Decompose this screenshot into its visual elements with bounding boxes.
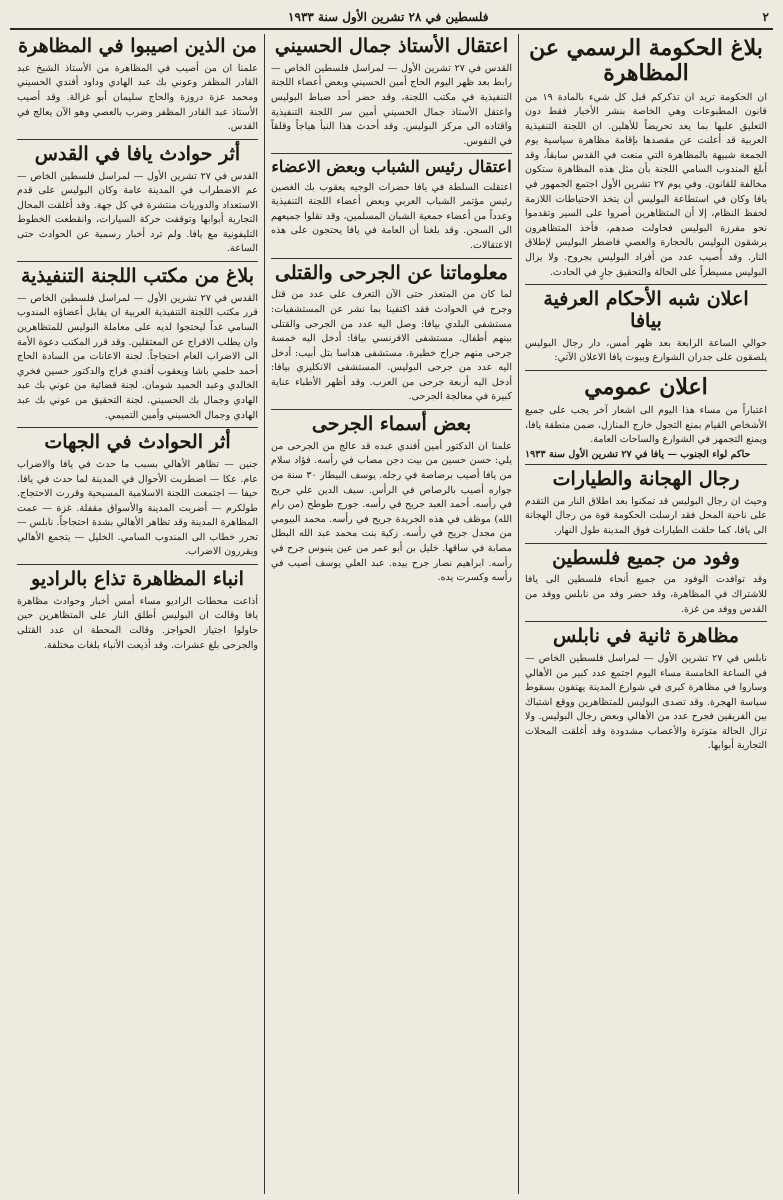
article-body: القدس في ٢٧ تشرين الأول — لمراسل فلسطين الخاص — رابط بعد ظهر اليوم الحاج أمين الحسيني وبعض أعضاء اللجنة التنفيذية في مكتب اللجنة، وقد حضر أحد ضباط البوليس واعتقل الأستاذ جمال الحسيني أمين سر اللجنة التنفيذية واقتاده الى مركز البوليس. وقد أحدث هذا النبأ هياجاً وقلقاً في النفوس. [271,62,512,147]
headline: معلوماتنا عن الجرحى والقتلى [275,261,508,284]
columns [10,34,773,1194]
article-body: نابلس في ٢٧ تشرين الأول — لمراسل فلسطين الخاص — في الساعة الخامسة مساء اليوم اجتمع عدد كبير من الأهالي وساروا في مظاهرة كبرى في شوارع المدينة يهتفون بسقوط سياسة الهجرة. وقد تصدى البوليس للمتظاهرين ووقع اشتباك بين الفريقين فجرح عدد من الأهالي وبعض رجال البوليس. ولا تزال الحالة متوترة والأعصاب مشدودة وقد أغلقت المحلات التجارية أبوابها. [525,652,767,752]
article-arrest-jamal [271,36,512,154]
article-martial-law [525,289,767,371]
article-delegations [525,548,767,623]
article-public-notice [525,375,767,465]
article-body: اعتباراً من مساء هذا اليوم الى اشعار آخر يجب على جميع الأشخاص القيام بمنع التجول خارج المنازل، ضمن منطقة يافا، ويمنع التجمهر في الشوارع والساحات العامة. [525,405,767,446]
article-wounded-names [271,414,512,590]
article-body: علمنا ان الدكتور أمين أفندي عبده قد عالج من الجرحى من يلي: حسن حسين من بيت دجن مصاب في رأسه. فؤاد سلام من يافا أصيب برصاصة في رجله. يوسف البيطار ٣٠ سنة من جواره أصيب بالرصاص في الرأس. سيف الدين علي جريح في رأسه. أحمد العبد جريح في رأسه. جورج طوطح (من رام الله) موظف في هذه الجريدة جريح في رأسه. محمد البيومي من مجدل جريح في رأسه. زكية بنت محمد عبد الله البطل مصابة في ساقها. خليل بن أبو عمر من عين ينبوس جرح في رأسه. ابراهيم نصار جرح بيده. عبد العلي يوسف أصيب في رأسه وكسرت يده. [271,440,512,584]
headline: رجال الهجانة والطيارات [552,467,740,490]
headline: اعلان عمومي [584,373,708,400]
headline: من الذين اصيبوا في المظاهرة [18,35,257,57]
headline: وفود من جميع فلسطين [552,546,740,569]
article-body: لما كان من المتعذر حتى الآن التعرف على عدد من قتل وجرح في الحوادث فقد اكتفينا بما نشر عن المستشفيات: مستشفى البلدي بيافا: وصل اليه عدد من الجرحى والقتلى بينهم أطفال. مستشفى الافرنسي بيافا: أدخل اليه خمسة جرحى منهم جراح خطيرة. مستشفى هداسا بتل أبيب: أدخل اليه عدد من جرحى البوليس. المستشفى الانكليزي بيافا: أدخل اليه أربعة جرحى من العرب. وقد أظهر الأطباء عناية كبيرة في معالجة الجرحى. [271,289,512,403]
headline: انباء المظاهرة تذاع بالراديو [31,567,244,590]
article-injured-leaders [17,36,258,140]
date-line: فلسطين في ٢٨ تشرين الأول سنة ١٩٣٣ [288,10,489,24]
column-middle [265,34,519,1194]
headline: بعض أسماء الجرحى [311,413,472,436]
article-nablus-demonstration [525,626,767,758]
column-left [11,34,265,1194]
article-body: اعتقلت السلطة في يافا حضرات الوجيه يعقوب بك الغصين رئيس مؤتمر الشباب العربي وبعض أعضاء اللجنة التنفيذية وعدداً من أعضاء جمعية الشبان المسلمين، وقد نقلوا جميعهم الى السجن. وقد بلغنا أن العامة في يافا يحتجون على هذه الاعتقالات. [271,181,512,252]
article-body: القدس في ٢٧ تشرين الأول — لمراسل فلسطين الخاص — قرر مكتب اللجنة التنفيذية العربية ان يقابل أعضاؤه المندوب السامي غداً ليحتجوا لديه على معاملة البوليس للمتظاهرين وان يطلب الافراج عن المعتقلين. وقد قرر المكتب دعوة الأمة الى الاضراب العام احتجاجاً. لجنة الاعانات من السادة الحاج أحمد حلمي باشا ويعقوب أفندي فراج والدكتور حسين فخري الخالدي وعبد الحميد شومان. لجنة قضائية من عوني بك عبد الهادي وجمال بك الحسيني. لجنة التحقيق من عوني بك عبد الهادي وجمال الحسيني وأمين التميمي. [17,292,258,421]
article-body: حوالي الساعة الرابعة بعد ظهر أمس، دار رجال البوليس يلصقون على جدران الشوارع وبيوت يافا الاعلان الآتي: [525,337,767,364]
headline: اعتقال الأستاذ جمال الحسيني [274,35,509,57]
article-casualties-info [271,263,512,410]
article-body: جنين — تظاهر الأهالي بسبب ما حدث في يافا والاضراب عام. عكا — اضطربت الأحوال في المدينة لما حدث في يافا. حيفا — اجتمعت اللجنة الاسلامية المسيحية وقررت الاحتجاج. طولكرم — أضربت المدينة والأسواق مقفلة. غزة — عمت المظاهرة المدينة وقد تظاهر الأهالي بشدة احتجاجاً. نابلس — تحرر خطاب الى المندوب السامي. الخليل — يتجمع الأهالي ويقررون الاضراب. [17,458,258,558]
article-camel-corps-planes [525,469,767,544]
article-radio [17,569,258,657]
masthead [10,6,773,30]
article-body: وحيث ان رجال البوليس قد تمكنوا بعد اطلاق النار من التقدم على ناحية المحل فقد ارسلت الحكومة قوة من رجال الهجانة الى يافا، كما حلقت الطيارات فوق المدينة طول النهار. [525,495,767,536]
article-body: علمنا ان من أصيب في المظاهرة من الأستاذ الشيخ عبد القادر المظفر وعوني بك عبد الهادي وداود أفندي الحسيني ومحمد عزة دروزة والحاج سليمان أبو غزالة. وقد أصيب الأستاذ عبد القادر المظفر وضرب بالعصي وهو الآن يعالج في القدس. [17,62,258,133]
article-government-statement [525,36,767,285]
column-right [519,34,773,1194]
article-body: ان الحكومة تريد ان تذكركم قبل كل شيء بالمادة ١٩ من قانون المطبوعات وهي الخاصة بنشر الأخبار فقط دون التعليق عليها بما يعد تحريضاً للأهلين. ان اللجنة التنفيذية العربية قد أعلنت عن مقصدها بإقامة مظاهرة سياسية يوم الجمعة شبيهة بالمظاهرة التي منعت في القدس سابقاً، وقد أبلغ المندوب السامي اللجنة بأن مثل هذه المظاهرة ستكون مخالفة للقانون. وفي يوم ٢٧ تشرين الأول اجتمع الجمهور في يافا وكان في استطاعة البوليس أن يتخذ الاحتياطات اللازمة لحفظ النظام، إلا أن المتظاهرين أصروا على السير وتقدموا نحو مفرزة البوليس فحاولت صدهم، فأخذ المتظاهرون يرشقون البوليس بالحجارة والعصي فاضطر البوليس لإطلاق النار. وقد أُصيب عدد من أفراد البوليس بجروح. ولا يزال البوليس مسيطراً على الحالة والتحقيق جارٍ في الحادث. [525,91,767,278]
headline: مظاهرة ثانية في نابلس [553,625,739,648]
headline: بلاغ من مكتب اللجنة التنفيذية [21,265,254,288]
notice-signature: حاكم لواء الجنوب — يافا في ٢٧ تشرين الأول سنة ١٩٣٣ [525,448,751,460]
headline: بلاغ الحكومة الرسمي عن المظاهرة [529,35,763,87]
article-arrest-youth-leader [271,158,512,258]
article-body: أذاعت محطات الراديو مساء أمس أخبار وحوادث مظاهرة يافا وقالت ان البوليس أطلق النار على المتظاهرين حين حاولوا اجتياز الحواجز. وقالت المحطة ان عدد القتلى والجرحى بلغ عشرات. وقد أذيعت الأنباء بلغات مختلفة. [17,595,258,651]
article-jerusalem-effect [17,144,258,262]
page-number: ٢ [762,10,769,24]
article-body: وقد توافدت الوفود من جميع أنحاء فلسطين الى يافا للاشتراك في المظاهرة، وقد حضر وفد من نابلس ووفد من القدس ووفد من غزة. [525,574,767,615]
headline: أثر الحوادث في الجهات [44,431,231,454]
headline: اعلان شبه الأحكام العرفية بيافا [543,288,749,332]
article-regions [17,432,258,565]
article-executive-committee [17,266,258,428]
article-body: القدس في ٢٧ تشرين الأول — لمراسل فلسطين الخاص — عم الاضطراب في المدينة عامة وكان البوليس على قدم الاستعداد والدوريات منتشرة في كل جهة. وقد أغلقت المحال التجارية أبوابها وتوقفت حركة السيارات، وانقطعت الخطوط التليفونية مع يافا. ولم ترد أخبار رسمية عن الحوادث حتى الساعة. [17,170,258,255]
headline: اعتقال رئيس الشباب وبعض الاعضاء [271,157,512,177]
headline: أثر حوادث يافا في القدس [34,142,241,165]
